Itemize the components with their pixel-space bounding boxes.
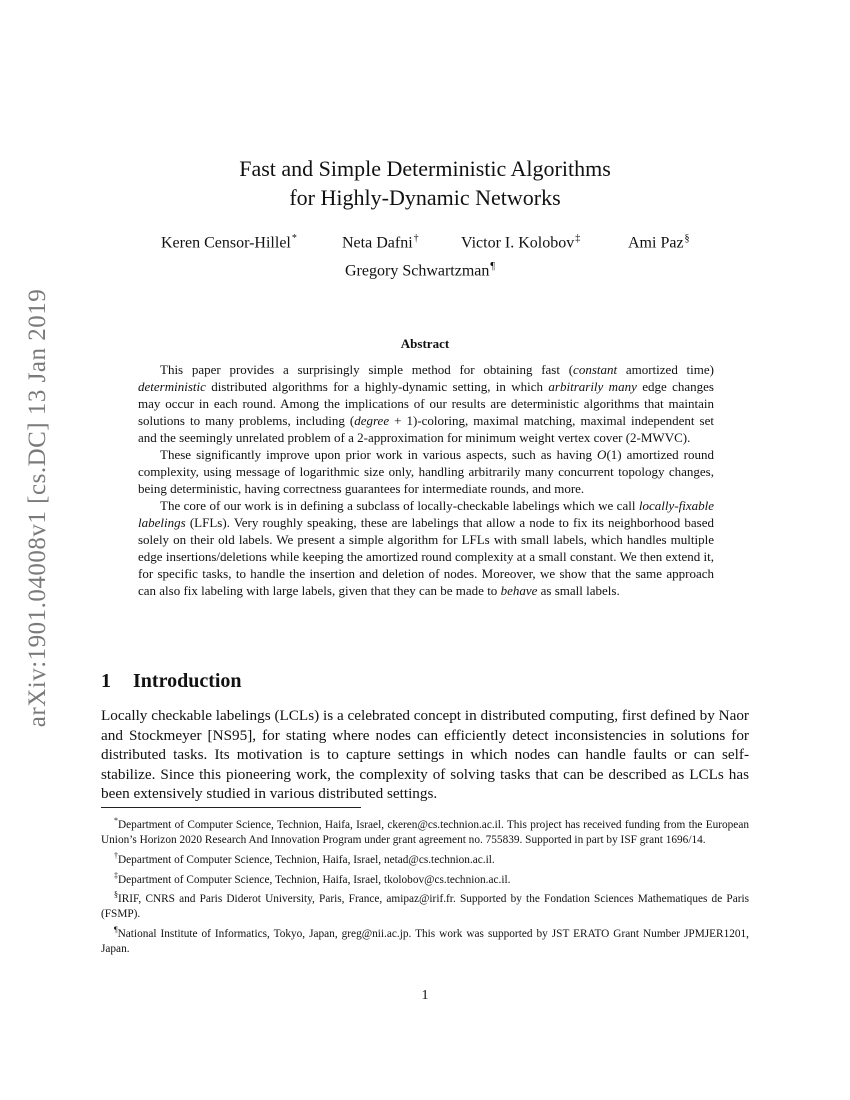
footnote-divider (101, 807, 361, 808)
footnote-4: §IRIF, CNRS and Paris Diderot University, Paris, France, amipaz@irif.fr. Supported by the Fondation Sciences Mathematiques de Paris (FSMP). (101, 890, 749, 921)
page-number: 1 (421, 988, 429, 1003)
author-list (0, 233, 850, 255)
author-kolobov: Victor I. Kolobov‡ (461, 233, 581, 252)
abstract-paragraph-3: The core of our work is in defining a subclass of locally-checkable labelings which we call locally-fixable labelings (LFLs). Very roughly speaking, these are labelings that allow a node to fix its neighborhood based solely on their old labels. We present a simple algorithm for LFLs with small labels, which handles multiple edge insertions/deletions while keeping the amortized round complexity at a small constant. We then extend it, for specific tasks, to handle the insertion and deletion of nodes. Moreover, we show that the same approach can also fix labeling with large labels, given that they can be made to behave as small labels. (138, 498, 714, 598)
footnote-3: ‡Department of Computer Science, Technion, Haifa, Israel, tkolobov@cs.technion.ac.il. (114, 870, 511, 886)
abstract-heading: Abstract (400, 336, 450, 351)
section-number: 1 (101, 670, 111, 692)
footnote-5: ¶National Institute of Informatics, Tokyo, Japan, greg@nii.ac.jp. This work was supported by JST ERATO Grant Number JPMJER1201, Japan. (101, 925, 749, 955)
footnote-2: †Department of Computer Science, Technion, Haifa, Israel, netad@cs.technion.ac.il. (114, 850, 495, 866)
abstract-paragraph-2: These significantly improve upon prior work in various aspects, such as having O(1) amortized round complexity, using message of logarithmic size only, handling arbitrarily many concurrent topology changes, being deterministic, having correctness guarantees for intermediate rounds, and more. (138, 447, 714, 496)
author-schwartzman: Gregory Schwartzman¶ (345, 261, 495, 280)
author-censor-hillel: Keren Censor-Hillel* (161, 233, 297, 252)
author-paz: Ami Paz§ (628, 233, 690, 252)
arxiv-identifier-text: arXiv:1901.04008v1 [cs.DC] 13 Jan 2019 (24, 288, 51, 728)
section-title: Introduction (133, 670, 242, 692)
abstract-body (138, 361, 714, 599)
introduction-paragraph: Locally checkable labelings (LCLs) is a celebrated concept in distributed computing, first defined by Naor and Stockmeyer [NS95], for stating where nodes can efficiently detect inconsistencies in solutions for distributed tasks. Its motivation is to capture settings in which nodes can handle faults or can self-stabilize. Since this pioneering work, the complexity of solving tasks that can be described as LCLs has been extensively studied in various distributed settings. (101, 707, 749, 802)
paper-title (120, 154, 730, 212)
author-list-row-2 (0, 261, 850, 283)
title-line-1: Fast and Simple Deterministic Algorithms (239, 156, 611, 181)
title-line-2: for Highly-Dynamic Networks (289, 185, 561, 210)
footnotes (101, 813, 749, 957)
footnote-1: *Department of Computer Science, Technion, Haifa, Israel, ckeren@cs.technion.ac.il. This project has received funding from the European Union’s Horizon 2020 Research And Innovation Program under grant agreement no. 755839. Supported in part by ISF grant 1696/14. (101, 816, 749, 846)
abstract-paragraph-1: This paper provides a surprisingly simple method for obtaining fast (constant amortized time) deterministic distributed algorithms for a highly-dynamic setting, in which arbitrarily many edge changes may occur in each round. Among the implications of our results are deterministic algorithms that maintain solutions to many problems, including (degree + 1)-coloring, maximal matching, maximal independent set and the seemingly unrelated problem of a 2-approximation for minimum weight vertex cover (2-MWVC). (138, 362, 714, 445)
section-heading-introduction (101, 670, 242, 693)
author-dafni: Neta Dafni† (342, 233, 419, 252)
